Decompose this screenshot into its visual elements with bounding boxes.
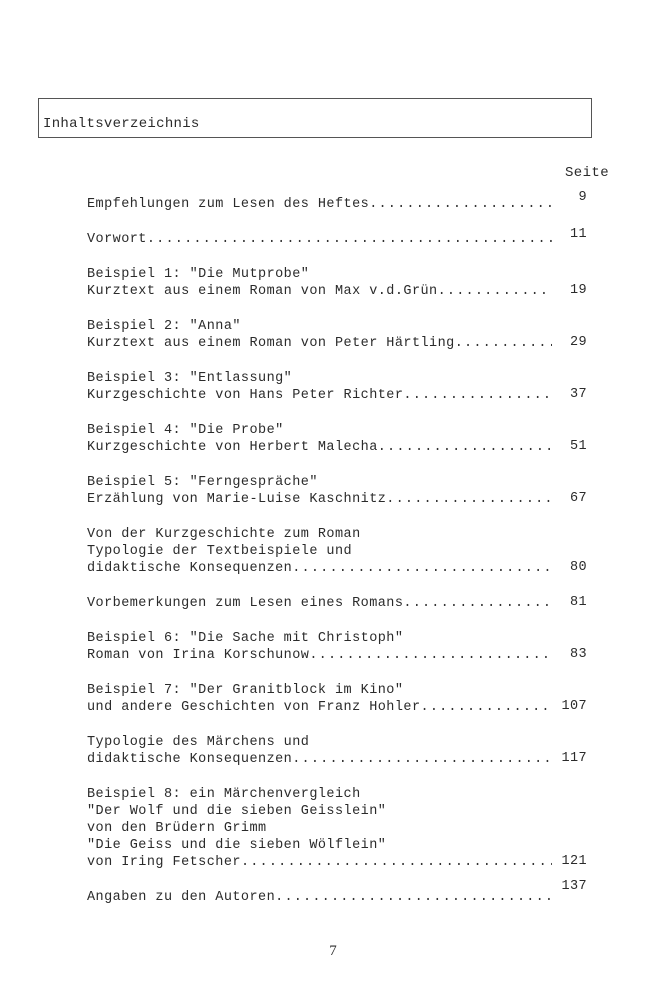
toc-entry-line: [87, 734, 552, 751]
dot-leader: [403, 595, 552, 612]
toc-entry-text: Kurztext aus einem Roman von Max v.d.Grün: [87, 284, 438, 299]
toc-entry-text: Kurzgeschichte von Herbert Malecha: [87, 440, 378, 455]
toc-entry: [87, 734, 601, 768]
toc-entry: [87, 879, 601, 906]
toc-entry-page-number: 11: [569, 227, 587, 242]
toc-entry-page-number: 81: [569, 595, 587, 610]
dot-leader: [241, 854, 552, 871]
toc-entry-page-number: 83: [569, 647, 587, 662]
title-box: [38, 98, 592, 138]
toc-entry-text: Beispiel 2: "Anna": [87, 319, 241, 334]
page-number: 7: [329, 943, 337, 959]
page-title: Inhaltsverzeichnis: [43, 116, 200, 132]
toc-entry-text: von Iring Fetscher: [87, 855, 241, 870]
dot-leader: [309, 647, 552, 664]
dot-leader: [292, 751, 552, 768]
toc-entry-line: [87, 335, 552, 352]
toc-entry: [87, 370, 601, 404]
dot-leader: [403, 387, 552, 404]
toc-entry-line: [87, 196, 552, 213]
dot-leader: [386, 491, 552, 508]
toc-entry-text: "Der Wolf und die sieben Geisslein": [87, 804, 387, 819]
dot-leader: [369, 196, 552, 213]
toc-entry-page-number: 37: [569, 387, 587, 402]
toc-entry-line: [87, 283, 552, 300]
toc-entry-line: [87, 837, 552, 854]
toc-entry-line: [87, 491, 552, 508]
toc-entry-line: [87, 474, 552, 491]
toc-entry-text: Beispiel 1: "Die Mutprobe": [87, 267, 310, 282]
toc-entry-text: Angaben zu den Autoren: [87, 890, 276, 905]
toc-entry-page-number: 19: [569, 283, 587, 298]
toc-entry-page-number: 67: [569, 491, 587, 506]
toc-entry-text: Beispiel 8: ein Märchenvergleich: [87, 787, 361, 802]
toc-entry-text: Vorwort: [87, 232, 147, 247]
toc-entry-page-number: 51: [569, 439, 587, 454]
table-of-contents: [87, 190, 601, 924]
toc-entry-line: [87, 439, 552, 456]
dot-leader: [421, 699, 552, 716]
toc-entry-line: [87, 820, 552, 837]
toc-entry-line: [87, 751, 552, 768]
toc-entry: [87, 526, 601, 577]
toc-entry-page-number: 9: [578, 190, 587, 205]
toc-entry-text: didaktische Konsequenzen: [87, 561, 293, 576]
toc-entry-line: [87, 786, 552, 803]
toc-entry-line: [87, 854, 552, 871]
toc-entry-line: [87, 231, 552, 248]
toc-entry-text: Vorbemerkungen zum Lesen eines Romans: [87, 596, 404, 611]
toc-entry-text: Beispiel 3: "Entlassung": [87, 371, 293, 386]
toc-entry-page-number: 80: [569, 560, 587, 575]
toc-entry-line: [87, 595, 552, 612]
toc-entry-text: "Die Geiss und die sieben Wölflein": [87, 838, 387, 853]
toc-entry-text: Beispiel 5: "Ferngespräche": [87, 475, 318, 490]
toc-entry-text: Typologie des Märchens und: [87, 735, 310, 750]
toc-entry: [87, 682, 601, 716]
toc-entry-text: Kurztext aus einem Roman von Peter Härtling: [87, 336, 455, 351]
toc-entry-text: Von der Kurzgeschichte zum Roman: [87, 527, 361, 542]
dot-leader: [438, 283, 552, 300]
toc-entry: [87, 190, 601, 213]
toc-entry: [87, 318, 601, 352]
toc-entry-line: [87, 543, 552, 560]
toc-entry-line: [87, 699, 552, 716]
toc-entry-line: [87, 387, 552, 404]
toc-entry-page-number: 137: [561, 879, 587, 894]
toc-entry-page-number: 117: [561, 751, 587, 766]
toc-entry-line: [87, 630, 552, 647]
toc-entry: [87, 786, 601, 871]
toc-entry-text: und andere Geschichten von Franz Hohler: [87, 700, 421, 715]
toc-entry-text: Erzählung von Marie-Luise Kaschnitz: [87, 492, 387, 507]
toc-entry-text: von den Brüdern Grimm: [87, 821, 267, 836]
toc-entry-text: Roman von Irina Korschunow: [87, 648, 310, 663]
toc-entry-line: [87, 803, 552, 820]
toc-entry-page-number: 107: [561, 699, 587, 714]
toc-entry-line: [87, 682, 552, 699]
toc-entry-page-number: 121: [561, 854, 587, 869]
toc-entry: [87, 630, 601, 664]
toc-entry-text: Empfehlungen zum Lesen des Heftes: [87, 197, 370, 212]
toc-entry: [87, 474, 601, 508]
dot-leader: [455, 335, 552, 352]
toc-entry: [87, 595, 601, 612]
toc-entry-line: [87, 889, 552, 906]
toc-entry-text: Typologie der Textbeispiele und: [87, 544, 353, 559]
toc-entry-text: Beispiel 4: "Die Probe": [87, 423, 284, 438]
toc-entry-text: Beispiel 7: "Der Granitblock im Kino": [87, 683, 404, 698]
toc-entry: [87, 422, 601, 456]
dot-leader: [147, 231, 552, 248]
toc-entry: [87, 227, 601, 248]
dot-leader: [292, 560, 552, 577]
toc-entry-line: [87, 647, 552, 664]
toc-entry: [87, 266, 601, 300]
toc-entry-line: [87, 266, 552, 283]
toc-entry-line: [87, 370, 552, 387]
toc-entry-line: [87, 560, 552, 577]
page-column-label: Seite: [565, 165, 610, 181]
dot-leader: [275, 889, 552, 906]
toc-entry-text: Beispiel 6: "Die Sache mit Christoph": [87, 631, 404, 646]
toc-entry-text: Kurzgeschichte von Hans Peter Richter: [87, 388, 404, 403]
toc-entry-page-number: 29: [569, 335, 587, 350]
dot-leader: [378, 439, 552, 456]
toc-entry-line: [87, 422, 552, 439]
toc-entry-text: didaktische Konsequenzen: [87, 752, 293, 767]
toc-entry-line: [87, 526, 552, 543]
toc-entry-line: [87, 318, 552, 335]
